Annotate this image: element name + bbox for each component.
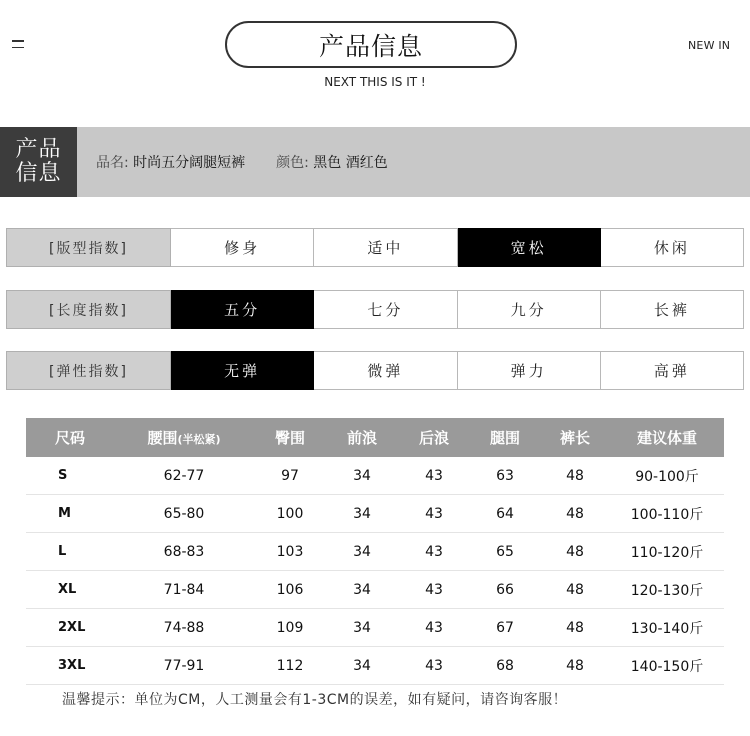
cell-front-rise: 34: [326, 495, 398, 533]
size-table: [26, 418, 724, 685]
cell-weight: 110-120斤: [610, 533, 724, 571]
cell-weight: 140-150斤: [610, 647, 724, 685]
cell-length: 48: [540, 495, 610, 533]
fit-option-selected: 宽松: [458, 228, 601, 267]
table-row: [26, 495, 724, 533]
cell-front-rise: 34: [326, 533, 398, 571]
cell-length: 48: [540, 647, 610, 685]
fit-index-row: [6, 228, 744, 267]
header-hip: 臀围: [254, 418, 326, 457]
elasticity-option-selected: 无弹: [171, 351, 314, 390]
header-weight: 建议体重: [610, 418, 724, 457]
cell-length: 48: [540, 457, 610, 495]
table-row: [26, 647, 724, 685]
cell-weight: 130-140斤: [610, 609, 724, 647]
page-subtitle: NEXT THIS IS IT !: [324, 75, 426, 89]
cell-front-rise: 34: [326, 571, 398, 609]
cell-length: 48: [540, 533, 610, 571]
page-title: 产品信息: [225, 21, 517, 68]
header-back-rise: 后浪: [398, 418, 470, 457]
cell-hip: 106: [254, 571, 326, 609]
cell-waist: 71-84: [114, 571, 254, 609]
cell-waist: 74-88: [114, 609, 254, 647]
table-row: [26, 609, 724, 647]
info-block-line2: 信息: [15, 161, 62, 186]
cell-weight: 90-100斤: [610, 457, 724, 495]
table-header-row: [26, 418, 724, 457]
fit-index-label: [版型指数]: [6, 228, 171, 267]
elasticity-index-label: [弹性指数]: [6, 351, 171, 390]
color-value: 黑色 酒红色: [313, 155, 388, 171]
name-label: 品名:: [96, 155, 129, 171]
product-info-text: [96, 152, 388, 172]
header-thigh: 腿围: [470, 418, 540, 457]
length-index-label: [长度指数]: [6, 290, 171, 329]
cell-waist: 68-83: [114, 533, 254, 571]
cell-waist: 77-91: [114, 647, 254, 685]
elasticity-option: 弹力: [458, 351, 601, 390]
cell-length: 48: [540, 571, 610, 609]
cell-size: L: [26, 533, 114, 571]
cell-front-rise: 34: [326, 457, 398, 495]
color-label: 颜色:: [276, 155, 309, 171]
cell-hip: 103: [254, 533, 326, 571]
elasticity-option: 微弹: [314, 351, 457, 390]
table-row: [26, 457, 724, 495]
elasticity-option: 高弹: [601, 351, 744, 390]
cell-size: 3XL: [26, 647, 114, 685]
cell-front-rise: 34: [326, 647, 398, 685]
header-front-rise: 前浪: [326, 418, 398, 457]
cell-thigh: 65: [470, 533, 540, 571]
cell-hip: 112: [254, 647, 326, 685]
cell-waist: 65-80: [114, 495, 254, 533]
cell-hip: 100: [254, 495, 326, 533]
table-row: [26, 571, 724, 609]
name-value: 时尚五分阔腿短裤: [133, 155, 246, 171]
length-option: 长裤: [601, 290, 744, 329]
cell-waist: 62-77: [114, 457, 254, 495]
cell-size: M: [26, 495, 114, 533]
header-waist-label: 腰围: [147, 429, 178, 447]
cell-hip: 97: [254, 457, 326, 495]
header-waist-note: (半松紧): [177, 433, 221, 446]
cell-front-rise: 34: [326, 609, 398, 647]
product-info-band: [0, 127, 750, 197]
cell-back-rise: 43: [398, 495, 470, 533]
length-index-row: [6, 290, 744, 329]
cell-back-rise: 43: [398, 647, 470, 685]
product-info-block: [0, 127, 77, 197]
table-row: [26, 533, 724, 571]
header-length: 裤长: [540, 418, 610, 457]
info-block-line1: 产品: [15, 137, 62, 162]
measurement-note: 温馨提示：单位为CM，人工测量会有1-3CM的误差，如有疑问，请咨询客服！: [62, 692, 568, 708]
cell-length: 48: [540, 609, 610, 647]
cell-back-rise: 43: [398, 571, 470, 609]
fit-option: 修身: [171, 228, 314, 267]
cell-back-rise: 43: [398, 609, 470, 647]
cell-size: S: [26, 457, 114, 495]
cell-weight: 120-130斤: [610, 571, 724, 609]
length-option: 七分: [314, 290, 457, 329]
cell-back-rise: 43: [398, 457, 470, 495]
elasticity-index-row: [6, 351, 744, 390]
cell-thigh: 67: [470, 609, 540, 647]
header-waist: [114, 418, 254, 457]
length-option-selected: 五分: [171, 290, 314, 329]
fit-option: 适中: [314, 228, 457, 267]
fit-option: 休闲: [601, 228, 744, 267]
cell-size: 2XL: [26, 609, 114, 647]
cell-thigh: 64: [470, 495, 540, 533]
cell-thigh: 63: [470, 457, 540, 495]
header-size: 尺码: [26, 418, 114, 457]
new-in-link[interactable]: NEW IN: [688, 39, 731, 52]
cell-thigh: 66: [470, 571, 540, 609]
length-option: 九分: [458, 290, 601, 329]
cell-thigh: 68: [470, 647, 540, 685]
cell-weight: 100-110斤: [610, 495, 724, 533]
menu-icon[interactable]: [12, 40, 24, 50]
cell-back-rise: 43: [398, 533, 470, 571]
cell-hip: 109: [254, 609, 326, 647]
cell-size: XL: [26, 571, 114, 609]
